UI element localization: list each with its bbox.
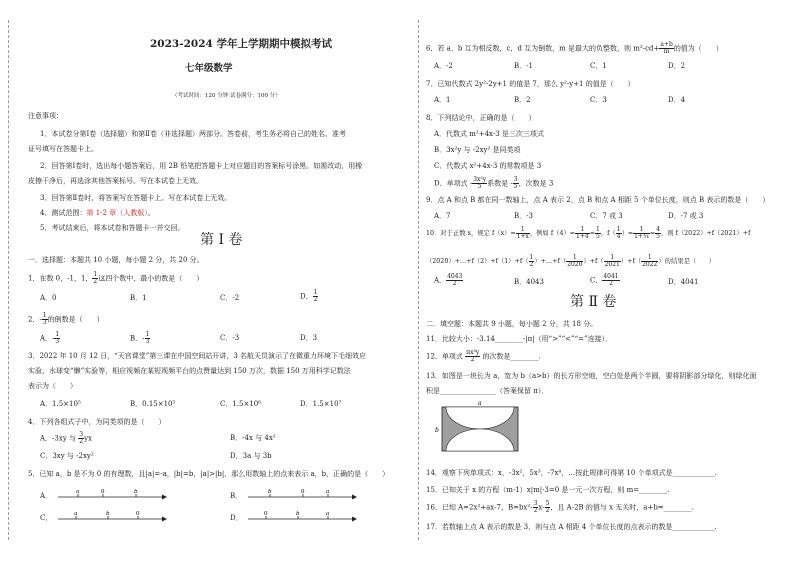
q1-stem-a: 1．在数 0，-1，1， — [28, 274, 93, 283]
q5-stem: 5．已知 a，b 是不为 0 的有理数，且|a|=-a，|b|=b，|a|>|b|，那么用数轴上的点来表示 a，b，正确的是（ ） — [28, 470, 390, 478]
q10-line-1: 10．对于正数 x，规定 f（x）= $\frac{1}{1+x}$ ，例如 f（4）= $\frac{1}{1+4}$ = $\frac{1}{5}$ ，f（ $\frac{1}{4}$ ）= $\frac{1}{\text{1+¼}}$ = $\frac{4}{5}$ ，则 f（2022）+f（2021）+f — [426, 226, 751, 240]
exam-info: （考试时间：120 分钟 试卷满分：100 分） — [172, 93, 281, 99]
q10-option-c[interactable]: C． $\frac{4041}{2}$ — [590, 273, 619, 287]
q9-option-c[interactable]: C．7 或 3 — [590, 212, 623, 220]
q2-option-a[interactable]: A．- $\frac{1}{3}$ — [40, 331, 60, 345]
q2-option-d[interactable]: D．3 — [300, 334, 318, 342]
svg-text:a: a — [76, 489, 80, 495]
q4-option-d[interactable]: D．3a 与 3b — [230, 452, 272, 460]
q6-option-b[interactable]: B．-1 — [514, 62, 533, 70]
q5-numberline-c — [58, 510, 168, 524]
svg-text:0: 0 — [264, 511, 268, 517]
q3-line-3: 表示为（ ） — [28, 382, 77, 390]
q7-option-c[interactable]: C．3 — [590, 96, 607, 104]
q4-option-b[interactable]: B．-4x 与 4x² — [230, 434, 276, 442]
q8-option-c[interactable]: C．代数式 x²+4x-3 的常数项是 3 — [434, 162, 542, 170]
q5-option-d[interactable]: D． — [230, 514, 243, 522]
q9-stem: 9．点 A 和点 B 都在同一数轴上，点 A 表示 2，点 B 和点 A 相距 5 个单位长度，则点 B 表示的数是（ ） — [426, 196, 770, 204]
svg-text:a: a — [74, 511, 78, 517]
q13-figure — [434, 399, 524, 459]
q1-option-a[interactable]: A．0 — [40, 294, 57, 302]
q1-stem-b: 这四个数中，最小的数是（ ） — [98, 274, 204, 283]
q10-option-a[interactable]: A． $\frac{4043}{2}$ — [434, 273, 463, 287]
note-3: 3．回答第Ⅱ卷时，将答案写在答题卡上。写在本试卷上无效。 — [40, 194, 232, 202]
notes-heading: 注意事项： — [28, 112, 63, 120]
q10-option-b[interactable]: B．4043 — [514, 278, 544, 286]
part2-title: 第 Ⅱ 卷 — [570, 294, 617, 310]
q5-numberline-b — [248, 488, 358, 502]
q13-line-1: 13．如图是一块长为 a，宽为 b（a>b）的长方形空地，空白处是两个半圆，要将阴影部分绿化，则绿化面 — [426, 372, 757, 380]
q4-option-a[interactable]: A．-3xy 与 $\frac{3}{2}$ yx — [40, 431, 92, 445]
note-4-prefix: 4．测试范围： — [40, 209, 87, 217]
note-2b: 皮擦干净后，再选涂其他答案标号。写在本试卷上无效。 — [28, 177, 203, 185]
note-4-suffix: 。 — [147, 209, 155, 217]
q11: 11．比较大小：-3.14________-|π|（用“>”“<”“=”连接）． — [426, 335, 613, 343]
q14: 14．观察下列单项式：x，-3x²，5x³，-7x⁴，…按此规律可得第 10 个单项式是____________. — [426, 469, 717, 477]
q4-option-c[interactable]: C．3xy 与 -2xy² — [40, 452, 94, 460]
q5-option-c[interactable]: C． — [40, 514, 53, 522]
q2-option-c[interactable]: C．-3 — [220, 334, 240, 342]
q5-option-b[interactable]: B． — [230, 492, 243, 500]
subject-title: 七年级数学 — [185, 63, 233, 74]
q7-stem: 7．已知代数式 2y²-2y+1 的值是 7，那么 y²-y+1 的值是（ ） — [426, 80, 635, 88]
q10-line-2: （2020）+…+f（2）+f（1）+f（ $\frac{1}{2}$ ）+…+f（ $\frac{1}{2020}$ ）+f（ $\frac{1}{2021}$ ）+f（ $\frac{1}{2022}$ ）的结果是（ ） — [426, 254, 716, 268]
binding-line-left — [8, 20, 9, 540]
q7-option-b[interactable]: B．2 — [514, 96, 531, 104]
q1-option-c[interactable]: C．-2 — [220, 294, 240, 302]
q13-line-2: 积是________________（答案保留 π）． — [426, 387, 549, 395]
note-4 — [40, 209, 155, 218]
q9-option-b[interactable]: B．-3 — [514, 212, 533, 220]
note-1a: 1．本试卷分第Ⅰ卷（选择题）和第Ⅱ卷（非选择题）两部分。答卷前，考生务必将自己的姓名、准考 — [40, 130, 346, 138]
q6-option-a[interactable]: A．-2 — [434, 62, 453, 70]
svg-text:0: 0 — [101, 489, 105, 495]
note-5: 5．考试结束后，将本试卷和答题卡一并交回。 — [40, 224, 185, 232]
q13-label-b: b — [435, 427, 439, 434]
svg-text:b: b — [134, 489, 138, 495]
q2-option-b[interactable]: B．- $\frac{1}{3}$ — [130, 331, 150, 345]
q7-option-d[interactable]: D．4 — [668, 96, 686, 104]
q5-numberline-d — [248, 510, 358, 524]
svg-text:a: a — [326, 511, 330, 517]
note-2a: 2．回答第Ⅰ卷时，选出每小题答案后，用 2B 铅笔把答题卡上对应题目的答案标号涂黑。如需改动，用橡 — [40, 162, 363, 170]
q15: 15．已知关于 x 的方程（m-1）x|m|-3=0 是一元一次方程，则 m=________. — [426, 486, 670, 494]
test-range: 第 1-2 章（人教版） — [86, 209, 148, 217]
svg-text:b: b — [296, 511, 300, 517]
q10-option-d[interactable]: D．4041 — [668, 278, 699, 286]
q16: 16．已知 A=2x²+ax-7，B=bx²- $\frac{3}{2}$ x- $\frac{5}{2}$ ，且 A-2B 的值与 x 无关时，a+b=________. — [426, 500, 694, 514]
part1-title: 第 Ⅰ 卷 — [200, 232, 243, 248]
q4-stem: 4．下列各组式子中，为同类项的是（ ） — [28, 418, 166, 426]
svg-text:0: 0 — [136, 511, 140, 517]
q3-option-a[interactable]: A．1.5×10⁵ — [40, 400, 81, 408]
q13-label-a: a — [478, 400, 482, 407]
q3-line-2: 实验、水球变“懒”实验等，相应视频在某短视频平台的点赞量达到 150 万次，数据 150 万用科学记数法 — [28, 367, 351, 375]
exam-title: 2023-2024 学年上学期期中模拟考试 — [150, 38, 332, 50]
q1-option-b[interactable]: B．1 — [130, 294, 147, 302]
part2-instruction: 二．填空题：本题共 9 小题，每小题 2 分，共 18 分。 — [426, 320, 598, 328]
q6-option-d[interactable]: D．2 — [668, 62, 686, 70]
q8-option-a[interactable]: A．代数式 m²+4x-3 是三次三项式 — [434, 130, 544, 138]
q3-option-d[interactable]: D．1.5×10⁷ — [300, 400, 342, 408]
part1-instruction: 一．选择题：本题共 10 小题，每小题 2 分，共 20 分。 — [28, 256, 204, 264]
note-1b: 证号填写在答题卡上。 — [28, 145, 98, 153]
q8-stem: 8．下列结论中，正确的是（ ） — [426, 114, 536, 122]
q3-option-c[interactable]: C．1.5×10⁶ — [220, 400, 262, 408]
svg-text:0: 0 — [301, 489, 305, 495]
q6-stem: 6．若 a，b 互为相反数，c，d 互为倒数，m 是最大的负整数，则 m²-cd+ $\frac{a+b}{m}$ 的值为（ ） — [426, 41, 723, 55]
q9-option-a[interactable]: A．7 — [434, 212, 451, 220]
svg-text:b: b — [106, 511, 110, 517]
svg-text:b: b — [268, 489, 272, 495]
column-divider — [418, 20, 419, 540]
q1-stem — [28, 272, 203, 285]
q2-stem: 2．- $\frac{1}{3}$ 的倒数是（ ） — [28, 312, 104, 326]
q7-option-a[interactable]: A．1 — [434, 96, 451, 104]
svg-text:a: a — [326, 489, 330, 495]
q5-option-a[interactable]: A． — [40, 492, 53, 500]
q3-option-b[interactable]: B．0.15×10⁵ — [130, 400, 176, 408]
q9-option-d[interactable]: D．-7 或 3 — [668, 212, 704, 220]
q17: 17．若数轴上点 A 表示的数是 3，则与点 A 相距 4 个单位长度的点表示的数是____________. — [426, 523, 717, 531]
q1-fraction: $\frac{1}{2}$ — [93, 271, 98, 285]
q3-line-1: 3．2022 年 10 月 12 日，“天宫课堂”第三课在中国空间站开讲，3 名航天员演示了在微重力环境下毛细效应 — [28, 352, 367, 360]
q5-numberline-a — [58, 488, 168, 502]
q1-option-d[interactable]: D． $\frac{1}{2}$ — [300, 289, 318, 303]
q8-option-d[interactable]: D．单项式 - $\frac{\text{3x²y}}{5}$ 系数是 - $\frac{3}{5}$ ，次数是 3 — [434, 176, 554, 190]
q12: 12．单项式 $\frac{\text{πx³y}}{2}$ 的次数是________. — [426, 349, 541, 363]
q8-option-b[interactable]: B．3x²y 与 -2xy² 是同类项 — [434, 146, 521, 154]
q6-option-c[interactable]: C．1 — [590, 62, 607, 70]
